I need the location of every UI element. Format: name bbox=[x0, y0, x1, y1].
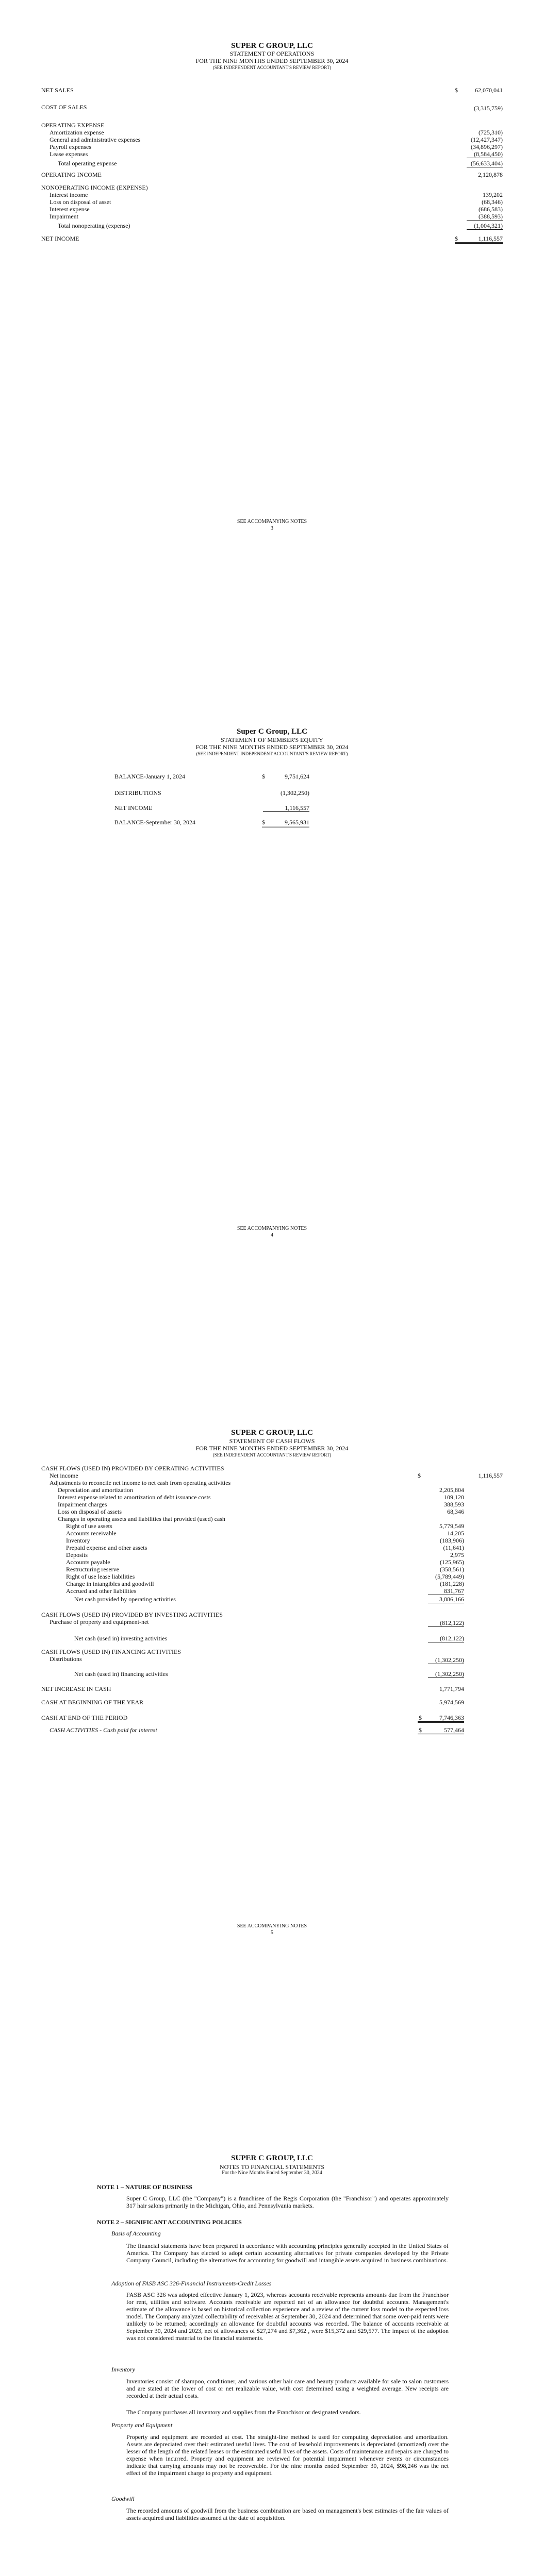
opex-item-label: Lease expenses bbox=[50, 150, 88, 158]
nonop-item-label: Impairment bbox=[50, 213, 78, 220]
adjust-item-label: Depreciation and amortization bbox=[58, 1486, 133, 1494]
page-title: SUPER C GROUP, LLC bbox=[231, 2154, 313, 2162]
equity-row-value: 9,565,931 bbox=[262, 819, 309, 827]
net-investing-label: Net cash (used in) investing activities bbox=[74, 1635, 168, 1642]
change-item-value: 14,205 bbox=[447, 1530, 464, 1537]
opex-item-label: Payroll expenses bbox=[50, 143, 91, 150]
net-increase-value: 1,771,794 bbox=[439, 1685, 464, 1692]
change-item-label: Restructuring reserve bbox=[66, 1566, 119, 1573]
basis-text: The financial statements have been prepared in accordance with accounting principles generally accepted in the United States of America. The Company has elected to adopt certain accounting alternatives for private companies developed by the Private Company Council, including the alternatives for accounting for goodwill and intangible assets acquired in business combinations. bbox=[126, 2242, 449, 2264]
dollar-sign: $ bbox=[262, 773, 265, 780]
change-item-value: (183,906) bbox=[440, 1537, 464, 1544]
change-item-value: (358,561) bbox=[440, 1566, 464, 1573]
footer-note: SEE ACCOMPANYING NOTES bbox=[237, 1226, 307, 1231]
inventory-text: Inventories consist of shampoo, conditioner, and various other hair care and beauty products available for sale to salon customers and are stated at the lower of cost or net realizable value, with cost determined using a weighted average. New receipts are recorded at their actual costs. bbox=[126, 2378, 449, 2399]
interest-paid-value: 577,464 bbox=[418, 1726, 464, 1735]
opex-item-value: (12,427,347) bbox=[471, 136, 503, 143]
goodwill-text: The recorded amounts of goodwill from the business combination are based on management's best estimates of the fair values of assets acquired and liabilities assumed at the date of acquisition. bbox=[126, 2507, 449, 2521]
review-note: (SEE INDEPENDENT ACCOUNTANT'S REVIEW REPORT) bbox=[212, 65, 332, 70]
total-opex-label: Total operating expense bbox=[58, 160, 117, 167]
nonop-item-label: Loss on disposal of asset bbox=[50, 198, 111, 206]
ppe-text: Property and equipment are recorded at cost. The straight-line method is used for computing depreciation and amortization. Assets are depreciated over their estimated useful lives. The cost of leasehold improvements is depreciated (amortized) over the lesser of the length of the related leases or the estimated useful lives of the assets. Costs of maintenance and repairs are charged to expense when incurred. Property and equipment are reviewed for potential impairment whenever events or circumstances indicate that carrying amounts may not be recoverable. For the nine months ended September 30, 2024, $98,246 was the net effect of the impairment charge to property and equipment. bbox=[126, 2433, 449, 2477]
change-item-label: Right of use assets bbox=[66, 1522, 112, 1530]
nonop-item-value: (68,346) bbox=[482, 198, 503, 206]
net-income-value: 1,116,557 bbox=[455, 235, 503, 244]
statement-title: STATEMENT OF OPERATIONS bbox=[229, 50, 315, 57]
ppe-heading: Property and Equipment bbox=[111, 2421, 173, 2429]
net-operating-label: Net cash provided by operating activities bbox=[74, 1596, 176, 1603]
statement-title: STATEMENT OF MEMBER'S EQUITY bbox=[221, 736, 323, 743]
statement-period: FOR THE NINE MONTHS ENDED SEPTEMBER 30, 2024 bbox=[195, 1445, 349, 1452]
nonop-item-value: 139,202 bbox=[483, 191, 503, 198]
nonop-item-value: (388,593) bbox=[467, 213, 503, 221]
page-number: 5 bbox=[271, 1930, 273, 1936]
page-cashflows bbox=[0, 1406, 544, 2110]
adjust-item-value: 109,120 bbox=[444, 1494, 464, 1501]
opex-item-value: (8,584,450) bbox=[467, 150, 503, 158]
note2-heading: NOTE 2 – SIGNIFICANT ACCOUNTING POLICIES bbox=[97, 2218, 242, 2226]
opex-item-label: General and administrative expenses bbox=[50, 136, 141, 143]
operating-income-label: OPERATING INCOME bbox=[41, 171, 102, 178]
asc-text: FASB ASC 326 was adopted effective January 1, 2023, whereas accounts receivable represents amounts due from the Franchisor for rent, utilities and software. Accounts receivable are reported net of an allowance for doubtful accounts. Management's estimate of the allowance is based on historical collection experience and a review of the current loss model to the expected loss model. The Company analyzed collectability of receivables at September 30, 2024 and determined that some over-paid rents were unlikely to be returned; accordingly an allowance for doubtful accounts was recorded. The balance of accounts receivable at September 30, 2024 and 2023, net of allowances of $27,274 and $7,362 , were $15,372 and $29,577. The impact of the adoption was not considered material to the financial statements. bbox=[126, 2291, 449, 2342]
net-sales-value: 62,070,041 bbox=[475, 87, 503, 94]
equity-row-label: NET INCOME bbox=[114, 804, 153, 811]
change-item-value: (11,641) bbox=[443, 1544, 464, 1551]
page-notes bbox=[0, 2110, 544, 2576]
change-item-label: Change in intangibles and goodwill bbox=[66, 1580, 154, 1587]
net-investing-value: (812,122) bbox=[428, 1635, 464, 1642]
note1-text: Super C Group, LLC (the "Company") is a franchisee of the Regis Corporation (the "Franchisor") and operates approximately 317 hair salons primarily in the Michigan, Ohio, and Pennsylvania markets. bbox=[126, 2195, 449, 2209]
cash-end-label: CASH AT END OF THE PERIOD bbox=[41, 1714, 128, 1721]
operating-income-value: 2,120,878 bbox=[478, 171, 503, 178]
equity-row-value: (1,302,250) bbox=[281, 789, 309, 796]
review-note: (SEE INDEPENDENT INDEPENDENT ACCOUNTANT'S REVIEW REPORT) bbox=[196, 751, 348, 756]
adjust-item-value: 2,205,804 bbox=[439, 1486, 464, 1494]
equity-row-label: DISTRIBUTIONS bbox=[114, 789, 161, 796]
adjust-item-value: 388,593 bbox=[444, 1501, 464, 1508]
change-item-label: Accounts payable bbox=[66, 1558, 110, 1566]
purchase-label: Purchase of property and equipment-net bbox=[50, 1618, 149, 1625]
equity-row-label: BALANCE-January 1, 2024 bbox=[114, 773, 185, 780]
note1-heading: NOTE 1 – NATURE OF BUSINESS bbox=[97, 2183, 193, 2191]
opex-item-label: Amortization expense bbox=[50, 129, 104, 136]
cash-end-value: 7,746,363 bbox=[418, 1714, 464, 1723]
adjust-item-label: Impairment charges bbox=[58, 1501, 107, 1508]
purchase-value: (812,122) bbox=[428, 1619, 464, 1627]
net-financing-value: (1,302,250) bbox=[428, 1670, 464, 1678]
dollar-sign: $ bbox=[419, 1726, 422, 1734]
notes-period: For the Nine Months Ended September 30, 2024 bbox=[222, 2170, 322, 2176]
change-item-value: 831,767 bbox=[428, 1587, 464, 1595]
nonop-item-value: (686,583) bbox=[479, 206, 503, 213]
nonop-heading: NONOPERATING INCOME (EXPENSE) bbox=[41, 184, 148, 191]
dollar-sign: $ bbox=[455, 87, 458, 94]
investing-heading: CASH FLOWS (USED IN) PROVIDED BY INVESTING ACTIVITIES bbox=[41, 1611, 223, 1618]
opex-heading: OPERATING EXPENSE bbox=[41, 122, 105, 129]
cash-begin-value: 5,974,569 bbox=[439, 1699, 464, 1706]
change-item-value: (5,789,449) bbox=[435, 1573, 464, 1580]
footer-note: SEE ACCOMPANYING NOTES bbox=[237, 519, 307, 524]
page-title: SUPER C GROUP, LLC bbox=[231, 42, 313, 50]
asc-heading: Adoption of FASB ASC 326-Financial Instruments-Credit Losses bbox=[111, 2280, 272, 2287]
net-operating-value: 3,886,166 bbox=[428, 1596, 464, 1603]
inventory-heading: Inventory bbox=[111, 2366, 135, 2373]
change-item-label: Accounts receivable bbox=[66, 1530, 117, 1537]
dollar-sign: $ bbox=[418, 1472, 421, 1479]
nonop-item-label: Interest income bbox=[50, 191, 88, 198]
review-note: (SEE INDEPENDENT ACCOUNTANT'S REVIEW REPORT) bbox=[212, 1452, 332, 1458]
net-sales-label: NET SALES bbox=[41, 87, 74, 94]
financing-heading: CASH FLOWS (USED IN) FINANCING ACTIVITIES bbox=[41, 1648, 181, 1655]
interest-paid-label: CASH ACTIVITIES - Cash paid for interest bbox=[50, 1726, 157, 1734]
page-number: 4 bbox=[271, 1232, 273, 1238]
cash-begin-label: CASH AT BEGINNING OF THE YEAR bbox=[41, 1699, 144, 1706]
nonop-item-label: Interest expense bbox=[50, 206, 90, 213]
net-increase-label: NET INCREASE IN CASH bbox=[41, 1685, 111, 1692]
change-item-label: Accrued and other liabilities bbox=[66, 1587, 137, 1595]
total-nonop-label: Total nonoperating (expense) bbox=[58, 222, 130, 229]
net-income-value: 1,116,557 bbox=[478, 1472, 503, 1479]
statement-period: FOR THE NINE MONTHS ENDED SEPTEMBER 30, 2024 bbox=[195, 743, 349, 751]
cost-of-sales-label: COST OF SALES bbox=[41, 104, 87, 111]
net-financing-label: Net cash (used in) financing activities bbox=[74, 1670, 168, 1677]
notes-title: NOTES TO FINANCIAL STATEMENTS bbox=[219, 2163, 325, 2171]
change-item-value: (181,228) bbox=[440, 1580, 464, 1587]
footer-note: SEE ACCOMPANYING NOTES bbox=[237, 1923, 307, 1929]
page-title: Super C Group, LLC bbox=[237, 727, 307, 736]
dollar-sign: $ bbox=[419, 1714, 422, 1721]
change-item-value: 2,975 bbox=[450, 1551, 464, 1558]
page-equity bbox=[0, 703, 544, 1406]
change-item-value: 5,779,549 bbox=[439, 1522, 464, 1530]
dollar-sign: $ bbox=[262, 819, 265, 826]
adjust-item-label: Interest expense related to amortization of debt issuance costs bbox=[58, 1494, 211, 1501]
equity-row-value: 9,751,624 bbox=[285, 773, 309, 780]
cost-of-sales-value: (3,315,759) bbox=[474, 105, 503, 112]
change-item-value: (125,965) bbox=[440, 1558, 464, 1566]
distributions-value: (1,302,250) bbox=[428, 1656, 464, 1664]
adjustments-heading: Adjustments to reconcile net income to net cash from operating activities bbox=[50, 1479, 231, 1486]
opex-item-value: (34,896,297) bbox=[471, 143, 503, 150]
net-income-label: NET INCOME bbox=[41, 235, 79, 242]
opex-item-value: (725,310) bbox=[479, 129, 503, 136]
page-number: 3 bbox=[271, 526, 273, 531]
equity-row-value: 1,116,557 bbox=[263, 804, 309, 812]
change-item-label: Inventory bbox=[66, 1537, 90, 1544]
page-operations bbox=[0, 0, 544, 703]
distributions-label: Distributions bbox=[50, 1655, 82, 1663]
adjust-item-label: Loss on disposal of assets bbox=[58, 1508, 122, 1515]
total-opex-value: (56,633,404) bbox=[467, 160, 503, 167]
total-nonop-value: (1,004,321) bbox=[467, 222, 503, 230]
net-income-label: Net income bbox=[50, 1472, 78, 1479]
inventory-text-2: The Company purchases all inventory and supplies from the Franchisor or designated vendors. bbox=[126, 2409, 361, 2416]
statement-title: STATEMENT OF CASH FLOWS bbox=[229, 1437, 315, 1445]
change-item-label: Right of use lease liabilities bbox=[66, 1573, 135, 1580]
adjust-item-value: 68,346 bbox=[447, 1508, 464, 1515]
goodwill-heading: Goodwill bbox=[111, 2495, 135, 2502]
operating-heading: CASH FLOWS (USED IN) PROVIDED BY OPERATING ACTIVITIES bbox=[41, 1465, 224, 1472]
page-title: SUPER C GROUP, LLC bbox=[231, 1429, 313, 1437]
statement-period: FOR THE NINE MONTHS ENDED SEPTEMBER 30, 2024 bbox=[195, 57, 349, 64]
dollar-sign: $ bbox=[455, 235, 458, 242]
change-item-label: Prepaid expense and other assets bbox=[66, 1544, 147, 1551]
changes-heading: Changes in operating assets and liabilities that provided (used) cash bbox=[58, 1515, 225, 1522]
equity-row-label: BALANCE-September 30, 2024 bbox=[114, 819, 195, 826]
change-item-label: Deposits bbox=[66, 1551, 88, 1558]
basis-heading: Basis of Accounting bbox=[111, 2230, 161, 2237]
